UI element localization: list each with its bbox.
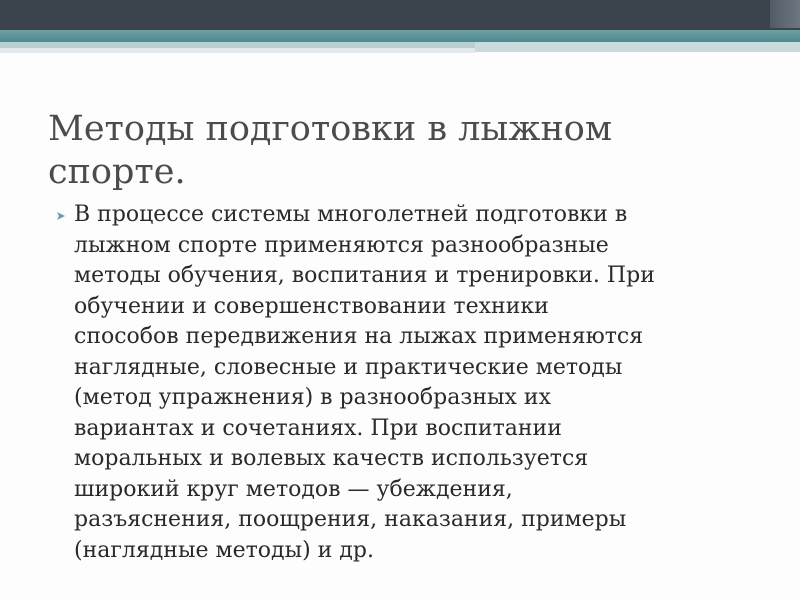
bullet-arrow-icon	[56, 211, 66, 221]
header-right-strip	[475, 42, 800, 52]
bullet-item	[56, 200, 756, 566]
header-corner-accent	[770, 0, 800, 28]
slide-body	[56, 200, 756, 566]
header-dark-band	[0, 0, 800, 30]
header-teal-band	[0, 30, 800, 42]
header-left-edge	[0, 48, 475, 53]
slide-title: Методы подготовки в лыжном спорте.	[48, 109, 613, 192]
header-white-line	[640, 53, 800, 56]
bullet-text: В процессе системы многолетней подготовки в лыжном спорте применяются разнообразные методы обучения, воспитания и тренировки. При обучении и совершенствовании техники способов передвижения на лыжах применяются наглядные, словесные и практические методы (метод упражнения) в разнообразных их вариантах и сочетаниях. При воспитании моральных и волевых качеств используется широкий круг методов — убеждения, разъяснения, поощрения, наказания, примеры (наглядные методы) и др.	[74, 202, 655, 563]
